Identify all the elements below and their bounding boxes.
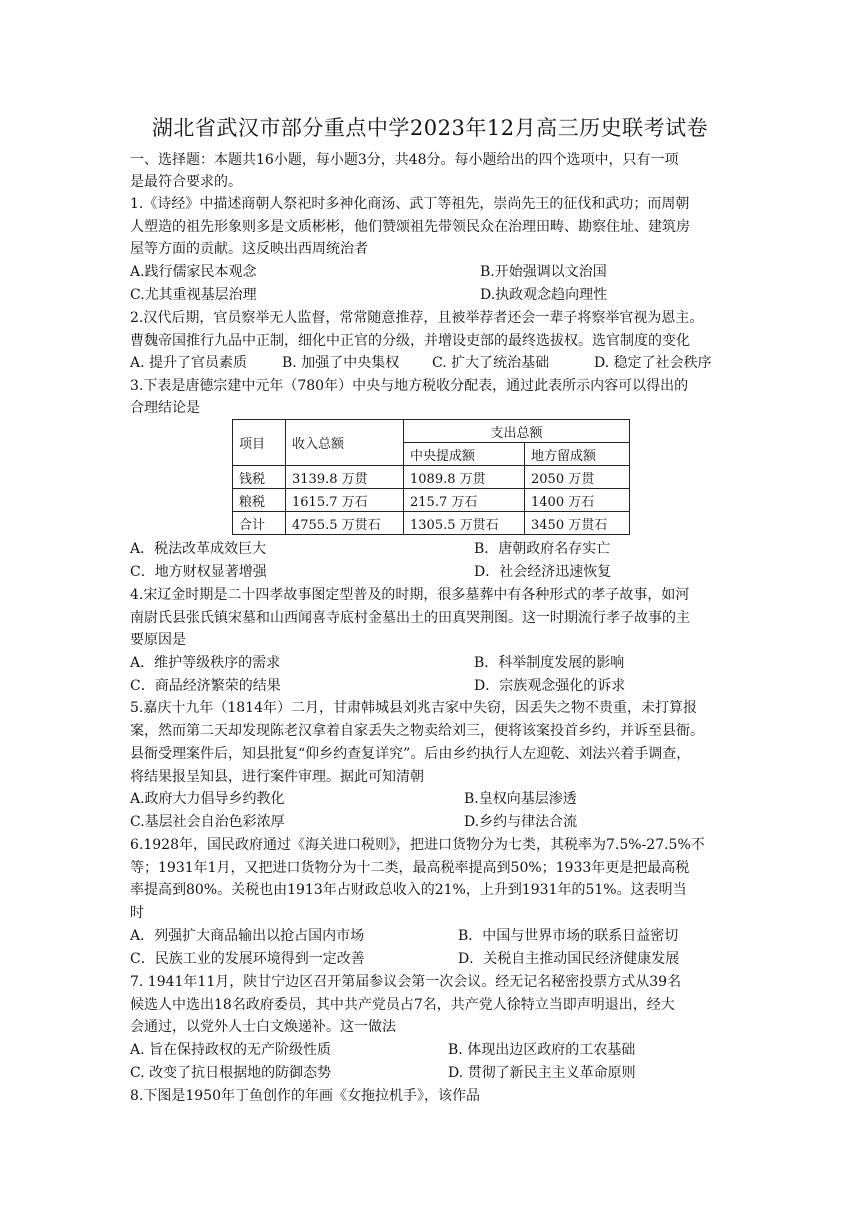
- q5-stem-line: 将结果报呈知县，进行案件审理。据此可知清朝: [130, 769, 424, 785]
- table-cell: 3139.8 万贯: [286, 466, 404, 489]
- q1-option-d: D.执政观念趋向理性: [480, 287, 608, 303]
- q1-option-c: C.尤其重视基层治理: [130, 287, 257, 303]
- q6-stem-line: 6.1928年，国民政府通过《海关进口税则》，把进口货物分为七类，其税率为7.5%-27.5%不: [130, 837, 705, 853]
- q6-option-a: A．列强扩大商品输出以抢占国内市场: [130, 928, 365, 944]
- q8-stem-line: 8.下图是1950年丁鱼创作的年画《女拖拉机手》，该作品: [130, 1088, 480, 1104]
- q5-option-b: B.皇权向基层渗透: [464, 791, 577, 807]
- header-local: 地方留成额: [525, 443, 630, 466]
- q2-option-c: C. 扩大了统治基础: [432, 355, 550, 371]
- table-cell: 合计: [233, 512, 286, 535]
- table-cell: 1305.5 万贯石: [404, 512, 525, 535]
- q1-stem-line: 1.《诗经》中描述商朝人祭祀时多神化商汤、武丁等祖先，崇尚先王的征伐和武功；而周朝: [130, 196, 690, 212]
- q2-option-a: A. 提升了官员素质: [130, 355, 248, 371]
- header-expense: 支出总额: [404, 420, 630, 443]
- header-item: 项目: [233, 420, 286, 466]
- q2-option-b: B. 加强了中央集权: [282, 355, 400, 371]
- table-cell: 2050 万贯: [525, 466, 630, 489]
- q7-option-c: C. 改变了抗日根据地的防御态势: [130, 1065, 332, 1081]
- table-cell: 粮税: [233, 489, 286, 512]
- q4-option-d: D．宗族观念强化的诉求: [474, 678, 626, 694]
- table-cell: 1400 万石: [525, 489, 630, 512]
- q3-option-d: D．社会经济迅速恢复: [474, 564, 612, 580]
- tax-table: [232, 419, 630, 535]
- table-row: [233, 466, 630, 489]
- q1-option-a: A.践行儒家民本观念: [130, 264, 257, 280]
- q7-option-b: B. 体现出边区政府的工农基础: [448, 1042, 636, 1058]
- table-cell: 215.7 万石: [404, 489, 525, 512]
- q6-option-b: B．中国与世界市场的联系日益密切: [458, 928, 679, 944]
- q4-option-a: A．维护等级秩序的需求: [130, 655, 281, 671]
- q2-option-d: D. 稳定了社会秩序: [594, 355, 712, 371]
- q1-stem-line: 人塑造的祖先形象则多是文质彬彬，他们赞颂祖先带领民众在治理田畴、勘察住址、建筑房: [130, 219, 690, 235]
- q6-stem-line: 率提高到80%。关税也由1913年占财政总收入的21%，上升到1931年的51%。这表明当: [130, 882, 687, 898]
- q7-stem-line: 候选人中选出18名政府委员，其中共产党员占7名，共产党人徐特立当即声明退出，经大: [130, 997, 675, 1013]
- q7-stem-line: 7. 1941年11月，陕甘宁边区召开第届参议会第一次会议。经无记名秘密投票方式从39名: [130, 974, 682, 990]
- section-instructions: 一、选择题：本题共16小题，每小题3分，共48分。每小题给出的四个选项中，只有一项: [130, 152, 679, 168]
- header-central: 中央提成额: [404, 443, 525, 466]
- q1-option-b: B.开始强调以文治国: [480, 264, 607, 280]
- q3-option-c: C．地方财权显著增强: [130, 564, 267, 580]
- q7-stem-line: 会通过，以党外人士白文焕递补。这一做法: [130, 1019, 396, 1035]
- q5-option-d: D.乡约与律法合流: [464, 814, 578, 830]
- table-row: [233, 489, 630, 512]
- table-cell: 1089.8 万贯: [404, 466, 525, 489]
- table-cell: 1615.7 万石: [286, 489, 404, 512]
- q4-stem-line: 4.宋辽金时期是二十四孝故事图定型普及的时期，很多墓葬中有各种形式的孝子故事，如河: [130, 587, 690, 603]
- table-row: [233, 512, 630, 535]
- exam-title: 湖北省武汉市部分重点中学2023年12月高三历史联考试卷: [151, 116, 709, 140]
- q4-stem-line: 要原因是: [130, 632, 186, 648]
- q6-stem-line: 时: [130, 905, 144, 921]
- q5-stem-line: 案，然而第二天却发现陈老汉拿着自家丢失之物卖给刘三，便将该案投首乡约，并诉至县衙。: [130, 723, 704, 739]
- q7-option-d: D. 贯彻了新民主主义革命原则: [448, 1065, 636, 1081]
- q5-option-a: A.政府大力倡导乡约教化: [130, 791, 285, 807]
- q3-stem-line: 合理结论是: [130, 400, 200, 416]
- q3-option-a: A．税法改革成效巨大: [130, 541, 267, 557]
- table-cell: 钱税: [233, 466, 286, 489]
- table-cell: 3450 万贯石: [525, 512, 630, 535]
- q2-stem-line: 曹魏帝国推行九品中正制，细化中正官的分级，并增设吏部的最终选拔权。选官制度的变化: [130, 333, 690, 349]
- q5-option-c: C.基层社会自治色彩浓厚: [130, 814, 285, 830]
- q4-stem-line: 南尉氏县张氏镇宋墓和山西闻喜寺底村金墓出土的田真哭荆图。这一时期流行孝子故事的主: [130, 610, 690, 626]
- q6-option-c: C．民族工业的发展环境得到一定改善: [130, 951, 365, 967]
- q4-option-c: C．商品经济繁荣的结果: [130, 678, 281, 694]
- table-cell: 4755.5 万贯石: [286, 512, 404, 535]
- q5-stem-line: 5.嘉庆十九年（1814年）二月，甘肃韩城县刘兆吉家中失窃，因丢失之物不贵重，未打算报: [130, 700, 697, 716]
- q2-stem-line: 2.汉代后期，官员察举无人监督，常常随意推荐，且被举荐者还会一辈子将察举官视为恩主。: [130, 310, 704, 326]
- q3-stem-line: 3.下表是唐德宗建中元年（780年）中央与地方税收分配表，通过此表所示内容可以得出的: [130, 378, 689, 394]
- q4-option-b: B．科举制度发展的影响: [474, 655, 625, 671]
- q1-stem-line: 屋等方面的贡献。这反映出西周统治者: [130, 241, 368, 257]
- q6-stem-line: 等；1931年1月，又把进口货物分为十二类，最高税率提高到50%；1933年更是把最高税: [130, 860, 690, 876]
- q5-stem-line: 县衙受理案件后，知县批复“仰乡约查复详究”。后由乡约执行人左迎乾、刘法兴着手调查，: [130, 746, 691, 762]
- header-income: 收入总额: [286, 420, 404, 466]
- q6-option-d: D．关税自主推动国民经济健康发展: [458, 951, 680, 967]
- section-instructions-cont: 是最符合要求的。: [130, 174, 242, 190]
- q3-option-b: B．唐朝政府名存实亡: [474, 541, 611, 557]
- q7-option-a: A. 旨在保持政权的无产阶级性质: [130, 1042, 332, 1058]
